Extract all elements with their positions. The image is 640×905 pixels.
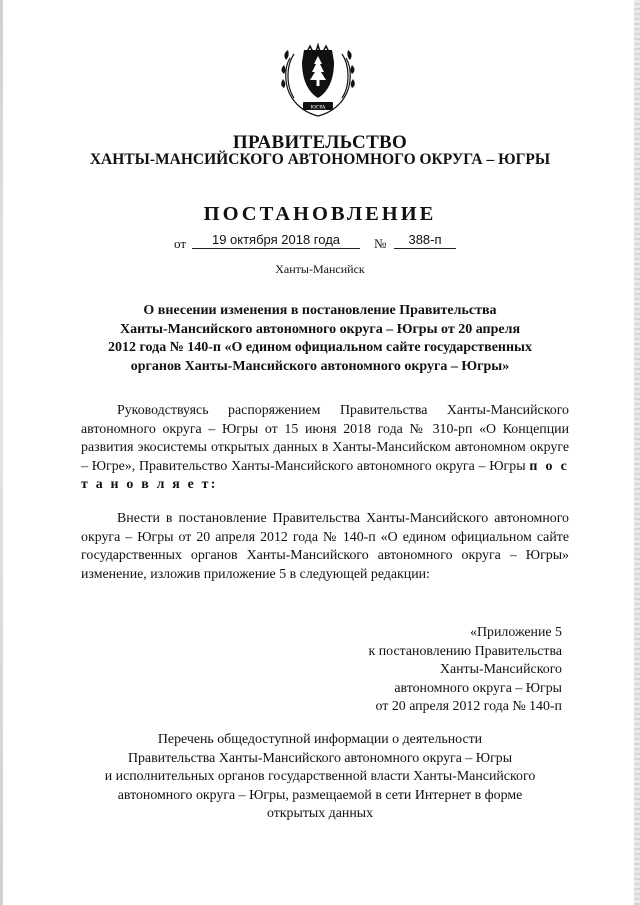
body-paragraph-1 — [81, 402, 569, 495]
paragraph-1-text: Руководствуясь распоряжением Правительства Ханты-Мансийского автономного округа – Югры от 15 июня 2018 года № 310-рп «О Концепции развития экосистемы открытых данных в Ханты-Мансийском автономном округе – Югре», Правительство Ханты-Мансийского автономного округа – Югры — [81, 403, 569, 474]
list-title-line: Перечень общедоступной информации о деятельности — [157, 732, 483, 747]
subject-line: Ханты-Мансийского автономного округа – Югры от 20 апреля — [119, 321, 521, 337]
subject-line: органов Ханты-Мансийского автономного округа – Югры» — [130, 359, 510, 375]
date-value: 19 октября 2018 года — [192, 232, 360, 249]
appendix-line: Ханты-Мансийского — [439, 662, 562, 678]
appendix-line: «Приложение 5 — [470, 625, 562, 640]
list-title-line: и исполнительных органов государственной власти Ханты-Мансийского — [104, 769, 536, 785]
number-value: 388-п — [394, 232, 456, 249]
document-type-title: ПОСТАНОВЛЕНИЕ — [203, 203, 437, 225]
coat-of-arms-emblem — [276, 42, 360, 120]
list-title-line: открытых данных — [266, 806, 374, 822]
paragraph-1-keyword: п о с т а н о в л я е т: — [81, 458, 569, 493]
appendix-line: от 20 апреля 2012 года № 140-п — [375, 699, 562, 715]
list-title-line: Правительства Ханты-Мансийского автономного округа – Югры — [127, 750, 513, 766]
paragraph-2-text: Внести в постановление Правительства Ханты-Мансийского автономного округа – Югры от 20 апреля 2012 года № 140-п «О едином официальном сайте государственных органов Ханты-Мансийского автономного округа – Югры» изменение, изложив приложение 5 в следующей редакции: — [81, 511, 569, 582]
appendix-reference — [302, 624, 562, 717]
subject-line: 2012 года № 140-п «О едином официальном сайте государственных — [108, 340, 532, 356]
subject-line: О внесении изменения в постановление Правительства — [143, 303, 497, 318]
appendix-line: автономного округа – Югры — [394, 680, 562, 696]
date-label: от — [174, 236, 187, 251]
list-title-line: автономного округа – Югры, размещаемой в сети Интернет в форме — [117, 787, 523, 803]
decree-subject — [60, 302, 580, 377]
city: Ханты-Мансийск — [275, 262, 365, 276]
list-title — [60, 731, 580, 824]
number-label: № — [374, 236, 387, 251]
emblem-label: ЮГРА — [310, 104, 326, 111]
appendix-line: к постановлению Правительства — [368, 643, 562, 659]
government-title: ПРАВИТЕЛЬСТВО — [232, 132, 408, 153]
region-title: ХАНТЫ-МАНСИЙСКОГО АВТОНОМНОГО ОКРУГА – ЮГРЫ — [89, 151, 551, 168]
body-paragraph-2 — [81, 510, 569, 584]
